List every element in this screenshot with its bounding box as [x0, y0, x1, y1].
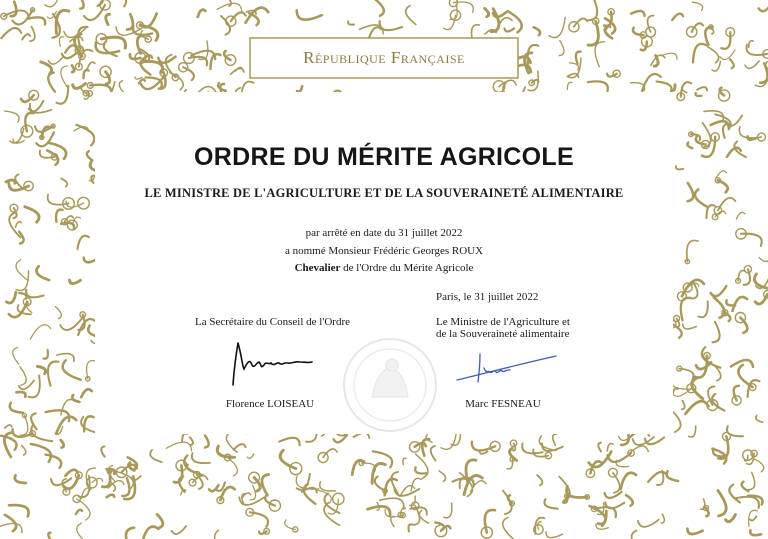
ornament-stroke: [588, 81, 608, 91]
ornament-stroke: [745, 61, 759, 68]
ornament-stroke: [648, 16, 654, 32]
ornament-stroke: [45, 0, 61, 7]
ornament-stroke: [234, 444, 246, 450]
ornament-stroke: [5, 425, 12, 428]
ornament-stroke: [0, 523, 22, 532]
ornament-stroke: [732, 297, 747, 311]
ornament-stroke: [126, 528, 134, 539]
ornament-stroke: [22, 34, 30, 39]
ornament-stroke: [26, 290, 43, 298]
ornament-stroke: [485, 8, 489, 16]
ornament-stroke: [73, 84, 86, 89]
right-title-line-2: de la Souveraineté alimentaire: [436, 328, 570, 340]
rank-line: [0, 262, 768, 274]
ornament-stroke: [25, 207, 39, 223]
ornament-stroke: [109, 0, 127, 6]
ornament-stroke: [48, 362, 59, 386]
ornament-stroke: [48, 533, 50, 539]
ornament-stroke: [190, 437, 193, 445]
ornament-stroke: [689, 426, 696, 437]
ornament-stroke: [692, 283, 697, 299]
ornament-stroke: [683, 324, 697, 329]
ornament-stroke: [408, 524, 411, 531]
ornament-stroke: [712, 394, 724, 411]
ornament-stroke: [6, 180, 15, 183]
ornament-stroke: [754, 459, 764, 472]
ornament-stroke: [231, 68, 245, 74]
decree-date-line: par arrêté en date du 31 juillet 2022: [305, 227, 463, 239]
certificate-title: ORDRE DU MÉRITE AGRICOLE: [194, 143, 574, 171]
ornament-stroke: [20, 416, 27, 436]
ornament-stroke: [693, 44, 706, 63]
ornament-stroke: [740, 318, 747, 333]
ornament-stroke: [692, 378, 703, 399]
ornament-stroke: [135, 77, 142, 79]
ornament-stroke: [444, 15, 456, 29]
ornament-stroke: [534, 27, 540, 35]
ornament-stroke: [480, 451, 488, 453]
ornament-stroke: [262, 475, 269, 496]
ornament-stroke: [20, 367, 26, 385]
ornament-stroke: [31, 444, 51, 462]
ornament-stroke: [672, 324, 682, 338]
ornament-stroke: [369, 27, 382, 39]
ornament-stroke: [189, 57, 207, 66]
ornament-stroke: [5, 111, 19, 122]
ornament-stroke: [279, 438, 299, 446]
ornament-stroke: [734, 386, 739, 401]
ornament-stroke: [681, 298, 691, 321]
ornament-stroke: [192, 453, 210, 463]
right-signatory-title: [436, 316, 606, 340]
ornament-stroke: [750, 530, 761, 535]
ornament-stroke: [706, 205, 714, 218]
ornament-stroke: [403, 458, 406, 464]
ornament-stroke: [687, 529, 702, 534]
ornament-stroke: [648, 472, 667, 482]
ornament-stroke: [215, 530, 231, 539]
ornament-stroke: [607, 74, 617, 77]
ornament-stroke: [553, 434, 557, 445]
ornament-stroke: [59, 37, 63, 47]
ornament-stroke: [205, 436, 209, 448]
right-title-line-1: Le Ministre de l'Agriculture et: [436, 316, 570, 328]
ornament-stroke: [598, 443, 601, 452]
ornament-stroke: [544, 499, 557, 509]
ornament-stroke: [61, 440, 64, 447]
ornament-stroke: [559, 41, 564, 56]
ornament-stroke: [748, 380, 760, 397]
ornament-stroke: [30, 325, 51, 340]
ornament-stroke: [198, 10, 206, 17]
ornament-stroke: [57, 86, 69, 104]
ornament-stroke: [759, 2, 768, 11]
ornament-stroke: [729, 485, 740, 503]
ornament-stroke: [595, 42, 605, 67]
ornament-stroke: [720, 50, 735, 60]
republic-banner: [250, 40, 518, 76]
ornament-stroke: [503, 518, 514, 539]
ornament-stroke: [76, 510, 82, 514]
ornament-stroke: [671, 377, 692, 389]
ornament-stroke: [485, 510, 495, 533]
ornament-stroke: [51, 478, 71, 485]
ornament-stroke: [708, 47, 719, 63]
nominee-line: a nommé Monsieur Frédéric Georges ROUX: [284, 245, 484, 257]
ornament-stroke: [157, 514, 163, 527]
ornament-stroke: [661, 514, 664, 523]
ornament-stroke: [4, 433, 12, 457]
left-signature: [228, 335, 318, 390]
ornament-stroke: [718, 491, 726, 516]
ornament-stroke: [631, 11, 644, 16]
ornament-stroke: [406, 6, 416, 25]
ornament-stroke: [681, 82, 691, 97]
ornament-stroke: [537, 475, 542, 485]
ornament-stroke: [686, 401, 709, 414]
ornament-stroke: [742, 482, 749, 492]
ornament-stroke: [11, 2, 17, 16]
ornament-stroke: [444, 503, 452, 518]
ornament-stroke: [106, 14, 110, 24]
ornament-fruit: [449, 0, 457, 7]
ornament-stroke: [182, 434, 187, 442]
ornament-stroke: [61, 66, 68, 87]
ornament-stroke: [22, 446, 26, 455]
ornament-stroke: [250, 485, 255, 500]
ornament-stroke: [756, 416, 763, 423]
ornament-stroke: [431, 446, 436, 460]
ornament-stroke: [227, 0, 231, 6]
ornament-stroke: [55, 307, 61, 319]
ornament-stroke: [48, 56, 64, 64]
ornament-stroke: [60, 319, 82, 330]
ornament-stroke: [505, 28, 515, 31]
ornament-stroke: [380, 21, 402, 30]
republic-label: République Française: [303, 48, 465, 67]
ornament-stroke: [81, 389, 92, 397]
rank-label: Chevalier: [294, 262, 341, 274]
right-signature: [452, 350, 560, 390]
ornament-stroke: [736, 212, 745, 219]
ornament-stroke: [84, 5, 105, 20]
ornament-stroke: [696, 93, 702, 96]
ornament-stroke: [10, 403, 23, 413]
ornament-stroke: [280, 450, 296, 468]
ornament-stroke: [30, 17, 45, 24]
rank-suffix: de l'Ordre du Mérite Agricole: [340, 262, 474, 274]
ornament-stroke: [29, 101, 44, 111]
ornament-stroke: [711, 286, 727, 296]
ornament-stroke: [607, 443, 613, 450]
ornament-stroke: [460, 479, 465, 489]
ornament-stroke: [546, 532, 563, 538]
ornament-stroke: [77, 523, 87, 539]
ornament-stroke: [80, 0, 83, 9]
ornament-stroke: [226, 432, 237, 453]
ornament-stroke: [122, 478, 129, 496]
ornament-stroke: [6, 292, 16, 303]
ornament-stroke: [730, 59, 734, 68]
ornament-stroke: [394, 488, 419, 496]
issuer-line: LE MINISTRE DE L'AGRICULTURE ET DE LA SOUVERAINETÉ ALIMENTAIRE: [144, 186, 624, 200]
ornament-stroke: [439, 471, 445, 481]
ornament-stroke: [416, 454, 428, 478]
ornament-stroke: [166, 442, 191, 451]
ornament-stroke: [632, 531, 642, 539]
ornament-stroke: [107, 495, 115, 498]
ornament-stroke: [170, 73, 183, 90]
ornament-stroke: [727, 426, 743, 436]
ornament-stroke: [43, 350, 48, 359]
ornament-stroke: [87, 62, 95, 69]
ornament-stroke: [9, 505, 29, 516]
ornament-stroke: [83, 70, 88, 78]
ornament-stroke: [726, 515, 736, 522]
ornament-stroke: [297, 10, 322, 19]
ornament-stroke: [682, 401, 685, 410]
ornament-stroke: [21, 95, 34, 102]
ornament-stroke: [748, 472, 755, 489]
ornament-stroke: [320, 482, 336, 491]
ornament-stroke: [13, 348, 19, 365]
ornament-stroke: [755, 294, 767, 304]
ornament-stroke: [697, 87, 707, 90]
ornament-stroke: [249, 13, 258, 25]
ornament-stroke: [246, 8, 269, 23]
ornament-stroke: [626, 495, 633, 506]
ornament-stroke: [638, 520, 659, 527]
ornament-stroke: [348, 21, 354, 24]
ornament-stroke: [698, 301, 707, 317]
ornament-stroke: [30, 27, 35, 42]
ornament-stroke: [217, 3, 242, 11]
left-signatory-title: La Secrétaire du Conseil de l'Ordre: [194, 316, 350, 328]
ornament-stroke: [750, 516, 757, 520]
ornament-stroke: [375, 0, 384, 16]
ornament-stroke: [247, 454, 254, 458]
ornament-stroke: [101, 447, 104, 457]
ornament-stroke: [549, 17, 565, 37]
left-signatory-name: Florence LOISEAU: [225, 398, 315, 410]
ornament-stroke: [63, 360, 81, 379]
ornament-stroke: [588, 0, 597, 20]
ornament-stroke: [391, 516, 394, 526]
ornament-stroke: [673, 388, 678, 394]
ornament-stroke: [64, 27, 87, 37]
ornament-stroke: [16, 392, 25, 397]
ornament-stroke: [142, 527, 159, 539]
ornament-stroke: [726, 300, 735, 305]
ornament-stroke: [150, 450, 162, 462]
ornament-stroke: [78, 319, 96, 335]
ornament-stroke: [621, 473, 636, 489]
ornament-stroke: [15, 475, 26, 483]
ornament-stroke: [692, 2, 702, 10]
ornament-stroke: [672, 14, 683, 20]
ornament-stroke: [19, 293, 26, 299]
ornament-stroke: [605, 27, 612, 38]
embossed-seal: [336, 335, 444, 435]
ornament-stroke: [368, 506, 391, 515]
ornament-stroke: [72, 65, 74, 72]
ornament-stroke: [567, 82, 572, 89]
ornament-stroke: [749, 41, 753, 48]
ornament-stroke: [714, 298, 725, 318]
ornament-stroke: [56, 417, 76, 434]
ornament-stroke: [415, 467, 426, 473]
ornament-stroke: [1, 28, 21, 38]
ornament-stroke: [48, 73, 55, 92]
ornament-stroke: [633, 28, 643, 35]
ornament-stroke: [392, 472, 399, 493]
place-date: Paris, le 31 juillet 2022: [436, 291, 539, 303]
ornament-stroke: [654, 56, 658, 67]
ornament-stroke: [183, 67, 194, 80]
ornament-stroke: [713, 322, 720, 343]
ornament-stroke: [70, 280, 81, 283]
ornament-stroke: [141, 14, 157, 28]
ornament-stroke: [172, 526, 187, 534]
ornament-stroke: [38, 366, 46, 373]
right-signatory-name: Marc FESNEAU: [465, 398, 541, 410]
ornament-stroke: [297, 86, 302, 91]
ornament-stroke: [139, 79, 145, 83]
